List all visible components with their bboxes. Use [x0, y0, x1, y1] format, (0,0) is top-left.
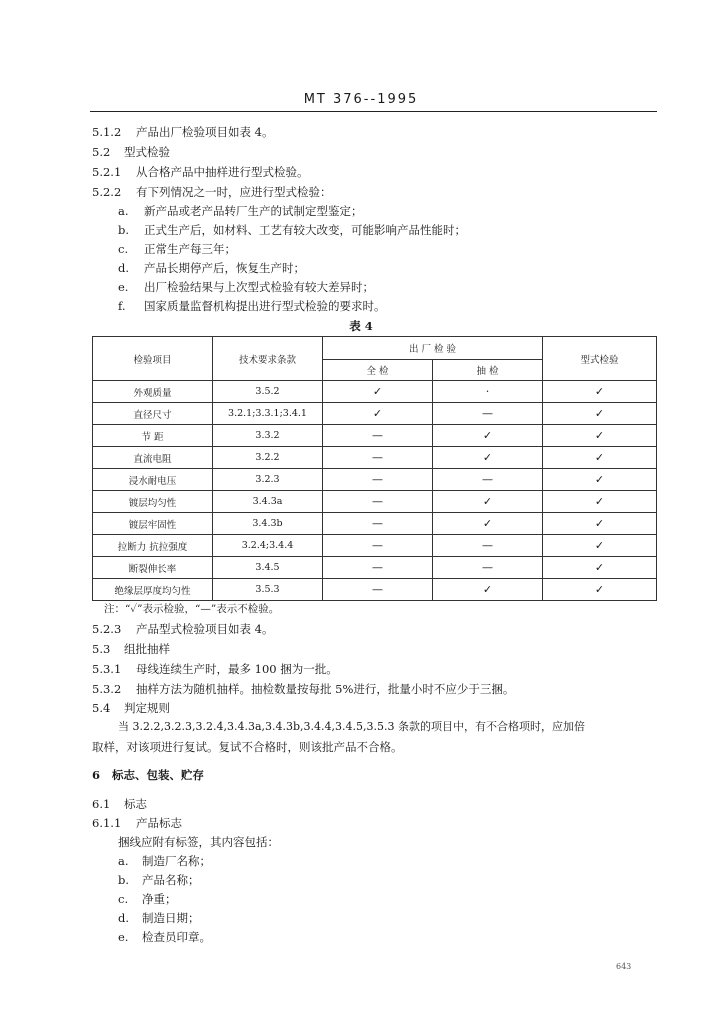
list-item: e. 出厂检验结果与上次型式检验有较大差异时； [118, 280, 374, 294]
table-row: 浸水耐电压 3.2.3 — — ✓ [93, 469, 657, 491]
clause-line: 6.1 标志 [92, 797, 147, 811]
list-item: f. 国家质量监督机构提出进行型式检验的要求时。 [118, 299, 386, 313]
clause-line: 5.3 组批抽样 [92, 642, 170, 656]
table-row: 镀层牢固性 3.4.3b — ✓ ✓ [93, 513, 657, 535]
rule-paragraph-line2: 取样，对该项进行复试。复试不合格时，则该批产品不合格。 [92, 740, 403, 754]
section-heading: 6 标志、包装、贮存 [92, 768, 204, 782]
clause-line: 5.1.2 产品出厂检验项目如表 4。 [92, 125, 274, 139]
list-item: e. 检查员印章。 [118, 930, 211, 944]
clause-line: 5.4 判定规则 [92, 701, 170, 715]
inspection-table [92, 336, 657, 601]
table-row: 节 距 3.3.2 — ✓ ✓ [93, 425, 657, 447]
clause-line: 5.2.1 从合格产品中抽样进行型式检验。 [92, 165, 309, 179]
clause-line: 5.2 型式检验 [92, 145, 170, 159]
clause-line: 6.1.1 产品标志 [92, 816, 182, 830]
header-item: 检验项目 [93, 337, 213, 381]
list-item: a. 制造厂名称； [118, 854, 211, 868]
document-header: MT 376--1995 [303, 92, 419, 107]
list-item: c. 正常生产每三年； [118, 242, 236, 256]
header-type: 型式检验 [543, 337, 657, 381]
table-row: 断裂伸长率 3.4.5 — — ✓ [93, 557, 657, 579]
clause-line: 5.2.2 有下列情况之一时，应进行型式检验： [92, 185, 332, 199]
list-item: b. 正式生产后，如材料、工艺有较大改变，可能影响产品性能时； [118, 223, 466, 237]
table-caption: 表 4 [349, 319, 373, 333]
clause-line: 5.3.1 母线连续生产时，最多 100 捆为一批。 [92, 662, 338, 676]
clause-line: 5.3.2 抽样方法为随机抽样。抽检数量按每批 5%进行，批量小时不应少于三捆。 [92, 682, 515, 696]
table-row: 绝缘层厚度均匀性 3.5.3 — ✓ ✓ [93, 579, 657, 601]
list-item: c. 净重； [118, 892, 177, 906]
table-row: 直流电阻 3.2.2 — ✓ ✓ [93, 447, 657, 469]
table-row: 镀层均匀性 3.4.3a — ✓ ✓ [93, 491, 657, 513]
rule-paragraph-line1: 当 3.2.2,3.2.3,3.2.4,3.4.3a,3.4.3b,3.4.4,3.4.5,3.5.3 条款的项目中，有不合格项时，应加倍 [118, 720, 585, 733]
header-factory: 出 厂 检 验 [323, 337, 543, 360]
table-row: 拉断力 抗拉强度 3.2.4;3.4.4 — — ✓ [93, 535, 657, 557]
page-number: 643 [616, 962, 632, 971]
header-full: 全 检 [323, 360, 433, 381]
header-clause: 技术要求条款 [213, 337, 323, 381]
header-rule [90, 111, 657, 112]
list-item: d. 制造日期； [118, 911, 200, 925]
label-paragraph: 捆线应附有标签，其内容包括： [118, 835, 279, 849]
list-item: a. 新产品或老产品转厂生产的试制定型鉴定； [118, 204, 363, 218]
list-item: b. 产品名称； [118, 873, 200, 887]
header-sample: 抽 检 [433, 360, 543, 381]
table-note: 注：“✓”表示检验，“—”表示不检验。 [104, 603, 280, 615]
list-item: d. 产品长期停产后，恢复生产时； [118, 261, 305, 275]
clause-line: 5.2.3 产品型式检验项目如表 4。 [92, 622, 274, 636]
table-row: 外观质量 3.5.2 ✓ · ✓ [93, 381, 657, 403]
table-row: 直径尺寸 3.2.1;3.3.1;3.4.1 ✓ — ✓ [93, 403, 657, 425]
